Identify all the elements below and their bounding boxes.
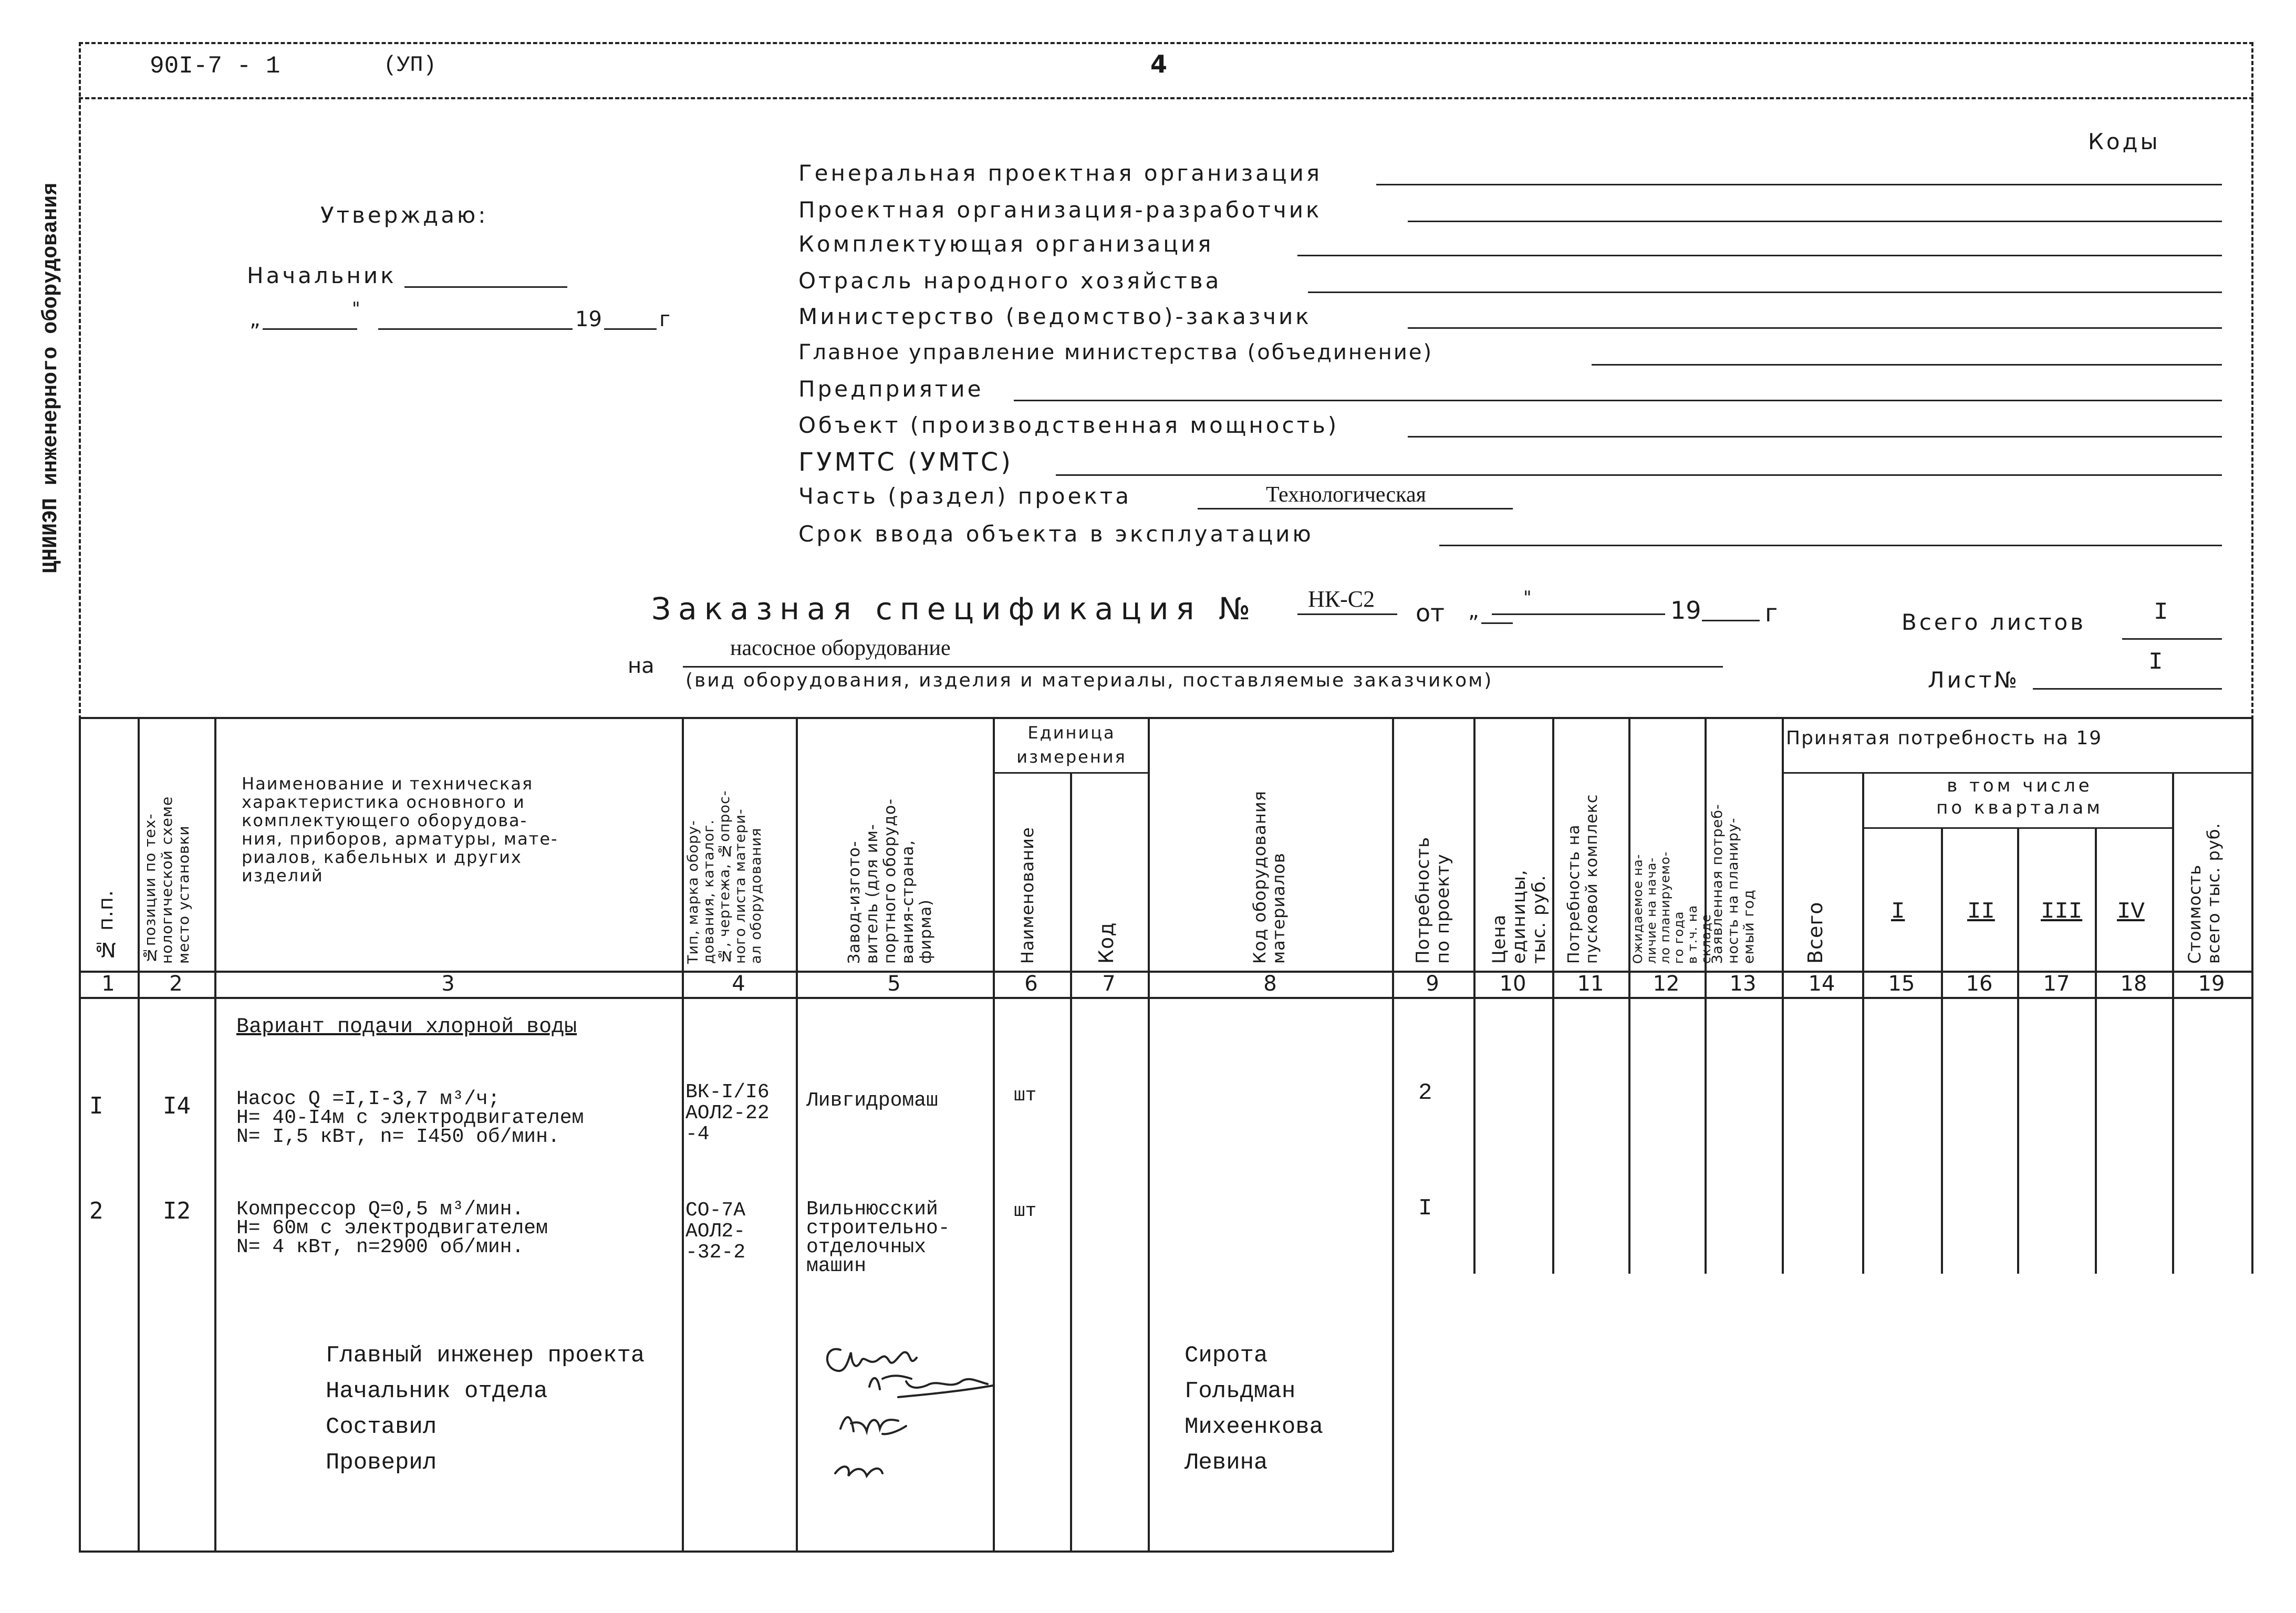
date-day-line <box>263 328 357 330</box>
col-header-18: IV <box>2117 899 2145 925</box>
field-line <box>1376 184 2222 185</box>
table-bottom <box>79 1550 1392 1553</box>
approval-chief: Начальник <box>247 263 397 288</box>
col-line-10 <box>1552 717 1554 1274</box>
field-line <box>1408 327 2222 329</box>
spec-subject: насосное оборудование <box>730 636 951 660</box>
col-num: 4 <box>732 972 745 996</box>
field-label: Генеральная проектная организация <box>798 160 1323 186</box>
field-label: Объект (производственная мощность) <box>798 412 1339 438</box>
col-header-6: Наименование <box>1017 827 1037 964</box>
col-line-0 <box>79 717 81 1552</box>
section-title: Вариант подачи хлорной воды <box>236 1015 577 1039</box>
field-label: ГУМТС (УМТС) <box>798 448 1013 477</box>
spec-year-line <box>1702 620 1760 621</box>
col-header-5: Завод-изгото- витель (для им- портного оборудо- вания-страна, фирма) <box>845 798 935 964</box>
col-num: 6 <box>1024 972 1038 996</box>
approval-year-suffix: г <box>659 307 671 331</box>
field-label: Министерство (ведомство)-заказчик <box>798 304 1312 329</box>
row-maker: Ливгидромаш <box>806 1089 938 1112</box>
total-sheets-label: Всего листов <box>1902 609 2086 635</box>
approval-date-open: „ <box>250 307 261 331</box>
signature-scribble-4 <box>835 1466 882 1476</box>
col-num: 18 <box>2120 972 2147 996</box>
row-number: I <box>89 1092 103 1119</box>
col-num: 2 <box>169 972 183 996</box>
signature-scribble-2 <box>869 1376 993 1397</box>
quarters-group-header: в том числе по кварталам <box>1936 775 2103 818</box>
unit-group-header: Единица измерения <box>1016 723 1127 767</box>
field-line <box>1308 292 2222 293</box>
col-header-9: Потребность по проекту <box>1412 836 1453 964</box>
row-number: 2 <box>89 1198 103 1224</box>
doc-code: 90I-7 - 1 <box>150 53 280 80</box>
col-line-15 <box>1941 827 1943 1274</box>
col-line-14 <box>1862 772 1864 1274</box>
col-num: 19 <box>2198 972 2225 996</box>
col-line-18 <box>2172 772 2174 1274</box>
spec-year-suffix: г <box>1765 599 1778 627</box>
quarters-group-line <box>1862 827 2174 829</box>
col-num: 16 <box>1966 972 1993 996</box>
frame-top <box>79 42 2253 44</box>
spec-title: Заказная спецификация № <box>651 591 1258 627</box>
row-unit: шт <box>1014 1200 1037 1222</box>
approval-title: Утверждаю: <box>320 202 489 228</box>
signature-scribble-3 <box>840 1417 906 1434</box>
spec-number-line <box>1297 613 1397 615</box>
col-line-8 <box>1392 717 1394 1552</box>
row-unit: шт <box>1014 1085 1037 1106</box>
col-line-11 <box>1628 717 1630 1274</box>
col-header-11: Потребность на пусковой комплекс <box>1565 794 1601 964</box>
field-label: Предприятие <box>798 376 984 402</box>
handwritten-signatures <box>819 1324 1072 1492</box>
field-line <box>1439 545 2222 546</box>
doc-volume: (УП) <box>383 53 437 78</box>
col-num: 13 <box>1729 972 1757 996</box>
col-header-12: Ожидаемое на- личие на нача- ло планируемо- го года в т.ч. на складе <box>1630 851 1713 964</box>
col-header-16: II <box>1967 899 1995 925</box>
sheet-value: I <box>2148 649 2163 676</box>
col-header-2: №позиции по тех- нологической схеме место установки <box>141 796 192 964</box>
col-header-8: Код оборудования материалов <box>1250 790 1289 964</box>
row-qty: I <box>1418 1195 1432 1222</box>
col-num: 5 <box>887 972 901 996</box>
col-header-3: Наименование и техническая характеристика основного и комплектующего оборудова- ния, приборов, арматуры, мате- риалов, кабельных и других изделий <box>242 774 558 886</box>
accepted-group-header: Принятая потребность на 19 <box>1786 727 2103 749</box>
frame-right <box>2251 42 2253 720</box>
signature-name: Гольдман <box>1185 1378 1296 1404</box>
header-bottom <box>79 971 2253 973</box>
col-num: 12 <box>1653 972 1680 996</box>
col-line-1 <box>138 717 140 1552</box>
signature-name: Левина <box>1185 1450 1268 1476</box>
frame-header-divider <box>79 97 2253 99</box>
unit-group-line <box>993 772 1149 774</box>
side-label: ЦНИИЭП инженерного оборудования <box>39 182 63 574</box>
signature-role: Начальник отдела <box>326 1378 548 1404</box>
field-line <box>1408 436 2222 438</box>
row-position: I4 <box>163 1092 191 1119</box>
spec-subject-caption: (вид оборудования, изделия и материалы, поставляемые заказчиком) <box>685 670 1493 691</box>
col-line-19 <box>2251 717 2253 1274</box>
col-line-3 <box>682 717 684 1552</box>
col-header-7: Код <box>1095 922 1118 964</box>
spec-year: 19 <box>1670 596 1701 625</box>
col-header-10: Цена единицы, тыс. руб. <box>1489 869 1550 964</box>
accepted-group-line <box>1782 772 2252 774</box>
row-qty: 2 <box>1418 1080 1432 1106</box>
field-line <box>1056 474 2222 476</box>
col-num: 10 <box>1499 972 1526 996</box>
field-label: Проектная организация-разработчик <box>798 197 1322 223</box>
field-line <box>1592 364 2222 366</box>
total-sheets-value: I <box>2154 599 2168 626</box>
col-line-9 <box>1473 717 1476 1274</box>
chief-line <box>404 286 567 288</box>
col-header-1: № п.п. <box>94 890 117 961</box>
col-line-4 <box>796 717 798 1552</box>
codes-label: Коды <box>2088 129 2160 154</box>
field-line <box>1014 400 2222 401</box>
field-label: Комплектующая организация <box>798 231 1214 257</box>
field-line <box>1198 508 1513 509</box>
field-label: Главное управление министерства (объединение) <box>798 340 1433 365</box>
spec-day-line <box>1481 622 1513 624</box>
row-position: I2 <box>163 1198 191 1224</box>
signature-role: Проверил <box>326 1450 437 1476</box>
col-line-17 <box>2095 827 2097 1274</box>
col-header-19: Стоимость всего тыс. руб. <box>2185 823 2224 964</box>
date-year-line <box>604 328 657 330</box>
field-label: Срок ввода объекта в эксплуатацию <box>798 521 1314 547</box>
col-num: 17 <box>2043 972 2070 996</box>
spec-quote-open: „ <box>1468 599 1479 623</box>
field-value: Технологическая <box>1266 483 1426 507</box>
spec-number: НК-С2 <box>1308 586 1375 612</box>
row-name: Компрессор Q=0,5 м³/мин. Н= 60м с электродвигателем N= 4 кВт, n=2900 об/мин. <box>236 1198 548 1258</box>
signature-name: Михеенкова <box>1185 1414 1324 1440</box>
sheet-line <box>2033 688 2222 690</box>
col-header-4: Тип, марка обору- дования, каталог. №, чертежа, №опрос- ного листа матери- ал оборудования <box>685 790 764 964</box>
field-line <box>1297 255 2222 256</box>
signature-role: Главный инженер проекта <box>326 1343 645 1369</box>
col-num: 8 <box>1263 972 1277 996</box>
col-num: 3 <box>441 972 455 996</box>
col-header-14: Всего <box>1804 901 1827 964</box>
spec-quote-mid: " <box>1523 587 1532 608</box>
row-type: ВК-I/I6 АОЛ2-22 -4 <box>685 1081 770 1146</box>
date-month-line <box>378 328 573 330</box>
field-label: Часть (раздел) проекта <box>798 483 1131 509</box>
col-num: 9 <box>1426 972 1439 996</box>
frame-left <box>79 42 81 720</box>
col-num: 1 <box>101 972 115 996</box>
spec-from: от <box>1416 599 1445 627</box>
spec-month-line <box>1492 613 1665 615</box>
field-label: Отрасль народного хозяйства <box>798 268 1222 294</box>
signature-name: Сирота <box>1185 1343 1268 1369</box>
signature-scribble-1 <box>827 1349 917 1371</box>
row-name: Насос Q =I,I-3,7 м³/ч; Н= 40-I4м с электродвигателем N= I,5 кВт, n= I450 об/мин. <box>236 1088 584 1148</box>
signature-role: Составил <box>326 1414 437 1440</box>
col-line-2 <box>214 717 216 1552</box>
col-header-13: Заявленная потреб- ность на планиру- емый год <box>1709 804 1757 964</box>
col-line-7 <box>1148 717 1150 1552</box>
approval-year: 19 <box>575 307 602 331</box>
total-sheets-line <box>2122 638 2222 640</box>
col-line-16 <box>2017 827 2019 1274</box>
col-header-17: III <box>2041 899 2083 925</box>
col-line-13 <box>1782 717 1784 1274</box>
page-number: 4 <box>1150 50 1168 78</box>
col-num: 7 <box>1102 972 1116 996</box>
table-top <box>79 717 2253 719</box>
spec-subject-line <box>683 666 1723 668</box>
spec-on: на <box>628 654 654 678</box>
col-num: 15 <box>1888 972 1915 996</box>
col-header-15: I <box>1891 899 1905 925</box>
colnum-bottom <box>79 997 2253 999</box>
row-maker: Вильнюсский строительно- отделочных машин <box>806 1198 950 1277</box>
sheet-label: Лист№ <box>1928 667 2020 693</box>
approval-date-mid: " <box>352 298 360 319</box>
row-type: СО-7А АОЛ2- -32-2 <box>685 1199 746 1264</box>
field-line <box>1408 221 2222 222</box>
col-num: 14 <box>1808 972 1835 996</box>
col-num: 11 <box>1577 972 1604 996</box>
